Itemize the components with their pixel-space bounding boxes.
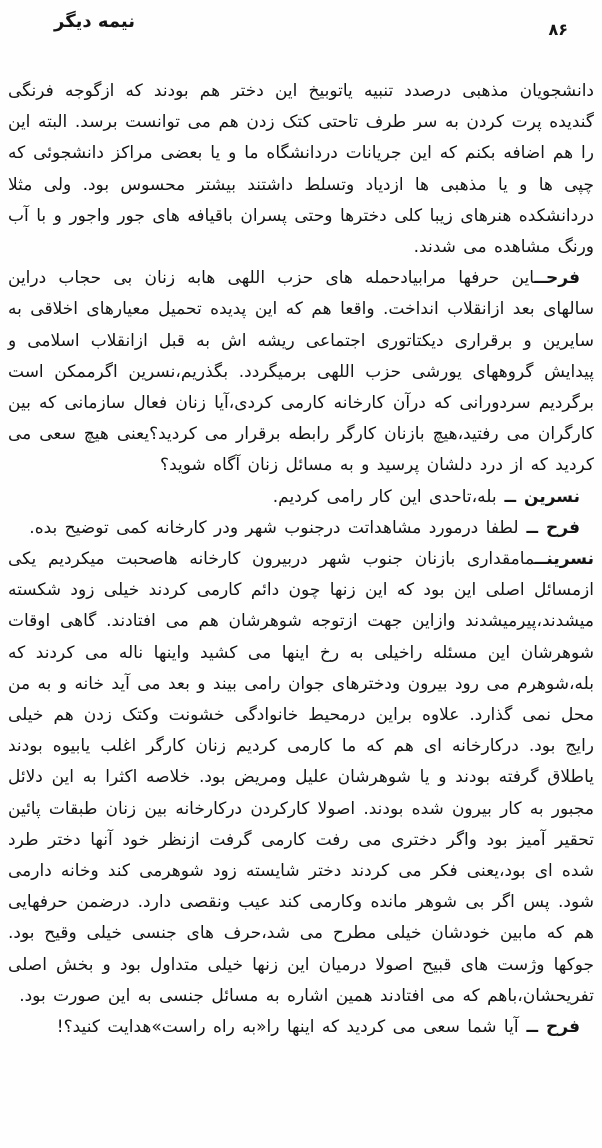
journal-title: نیمه دیگر (54, 11, 136, 32)
speaker-dash: ــ (496, 486, 525, 507)
article-body (8, 76, 594, 1043)
speaker-name: فرح (546, 517, 580, 538)
paragraph-farah-1 (8, 263, 594, 481)
paragraph-farah-3 (8, 1012, 594, 1043)
page-header (0, 0, 602, 60)
paragraph-text: مامقداری بازنان جنوب شهر دربیرون کارخانه هاصحبت میکردیم یکی ازمسائل اصلی این بود که این زنها چون دائم کارمی کردند خیلی زود شکسته میشدند،پیرمیشدند وازاین جهت ازتوجه شوهرشان هم می افتادند. گاهی اوقات شوهرشان این مسئله راخیلی به رخ اینها می کشید واینها ناله می کردند که بله،شوهرم می رود بیرون ودخترهای جوان رامی بیند و بعد می آید خانه و به من محل نمی گذارد. علاوه براین درمحیط خانوادگی خشونت وکتک زدن هم خیلی رایج بود. درکارخانه ای هم که ما کارمی کردیم زنان کارگر اغلب یابیوه بودند یاطلاق گرفته بودند و یا شوهرشان علیل ومریض بود. خلاصه اکثرا به این دلائل مجبور به کار بیرون شده بودند. اصولا کارکردن درکارخانه بین زنان طبقات پائین تحقیر آمیز بود واگر دختری می رفت کارمی گرفت ازنظر خود آنها دختر طرد شده ای بود،یعنی فکر می کردند دختر شایسته زود شوهرمی کند وخانه دارمی شود. پس اگر بی شوهر مانده وکارمی کند عیب ونقصی دارد. درضمن حرفهایی هم که مابین خودشان خیلی مطرح می شد،حرف های جنسی خیلی وقیح بود. جوکها وژست های قبیح اصولا درمیان این زنها خیلی متداول بود و بخش اصلی تفریحشان،باهم که می افتادند همین اشاره به مسائل جنسی به این صورت بود. (8, 549, 594, 1006)
paragraph-intro (8, 76, 594, 263)
speaker-name: نسرین (524, 486, 580, 507)
speaker-name: فرح (546, 1017, 580, 1038)
speaker-name: نسرین (546, 549, 594, 570)
paragraph-nasrin-1 (8, 482, 594, 513)
paragraph-text: این حرفها مرابیادحمله های حزب اللهی هابه زنان بی حجاب دراین سالهای بعد ازانقلاب انداخت. واقعا هم که این پدیده تحمیل معیارهای اخلاقی به سایرین و برقراری دیکتاتوری اجتماعی ریشه اش به قبل ازانقلاب اسلامی و پیدایش گروههای یورشی حزب اللهی برمیگردد. بگذریم،نسرین اگرممکن است برگردیم سردورانی که درآن کارخانه کارمی کردی،آیا زنان فعال سازمانی که بین کارگران می رفتید،هیچ بازنان کارگر رابطه برقرار می کردید؟یعنی هیچ سعی می کردید که از درد دلشان پرسید و به مسائل زنان آگاه شوید؟ (8, 268, 594, 476)
page-number: ۸۶ (548, 20, 568, 39)
speaker-dash: ــ (534, 268, 547, 289)
paragraph-farah-2 (8, 513, 594, 544)
speaker-dash: ــ (518, 1017, 547, 1038)
paragraph-text: دانشجویان مذهبی درصدد تنبیه یاتوبیخ این دختر هم بودند که ازگوجه فرنگی گندیده پرت کردن به سر طرف تاحتی کتک زدن هم می توانست برسد. البته این را هم اضافه بکنم که این جریانات دردانشگاه ما و یا بعضی مراکز دانشجوئی که چپی ها و یا مذهبی ها ازدیاد وتسلط داشتند بیشتر محسوس بود. ولی مثلا دردانشکده هنرهای زیبا کلی دخترها وحتی پسران باقیافه های جور واجور و با آب ورنگ مشاهده می شدند. (8, 81, 594, 258)
paragraph-text: بله،تاحدی این کار رامی کردیم. (272, 486, 497, 507)
paragraph-text: لطفا درمورد مشاهداتت درجنوب شهر ودر کارخانه کمی توضیح بده. (29, 517, 519, 538)
paragraph-nasrin-2 (8, 544, 594, 1012)
paragraph-text: آیا شما سعی می کردید که اینها را«به راه راست»هدایت کنید؟! (56, 1017, 519, 1038)
speaker-dash: ــ (518, 517, 547, 538)
speaker-dash: ــ (534, 549, 547, 570)
speaker-name: فرح (546, 268, 580, 289)
